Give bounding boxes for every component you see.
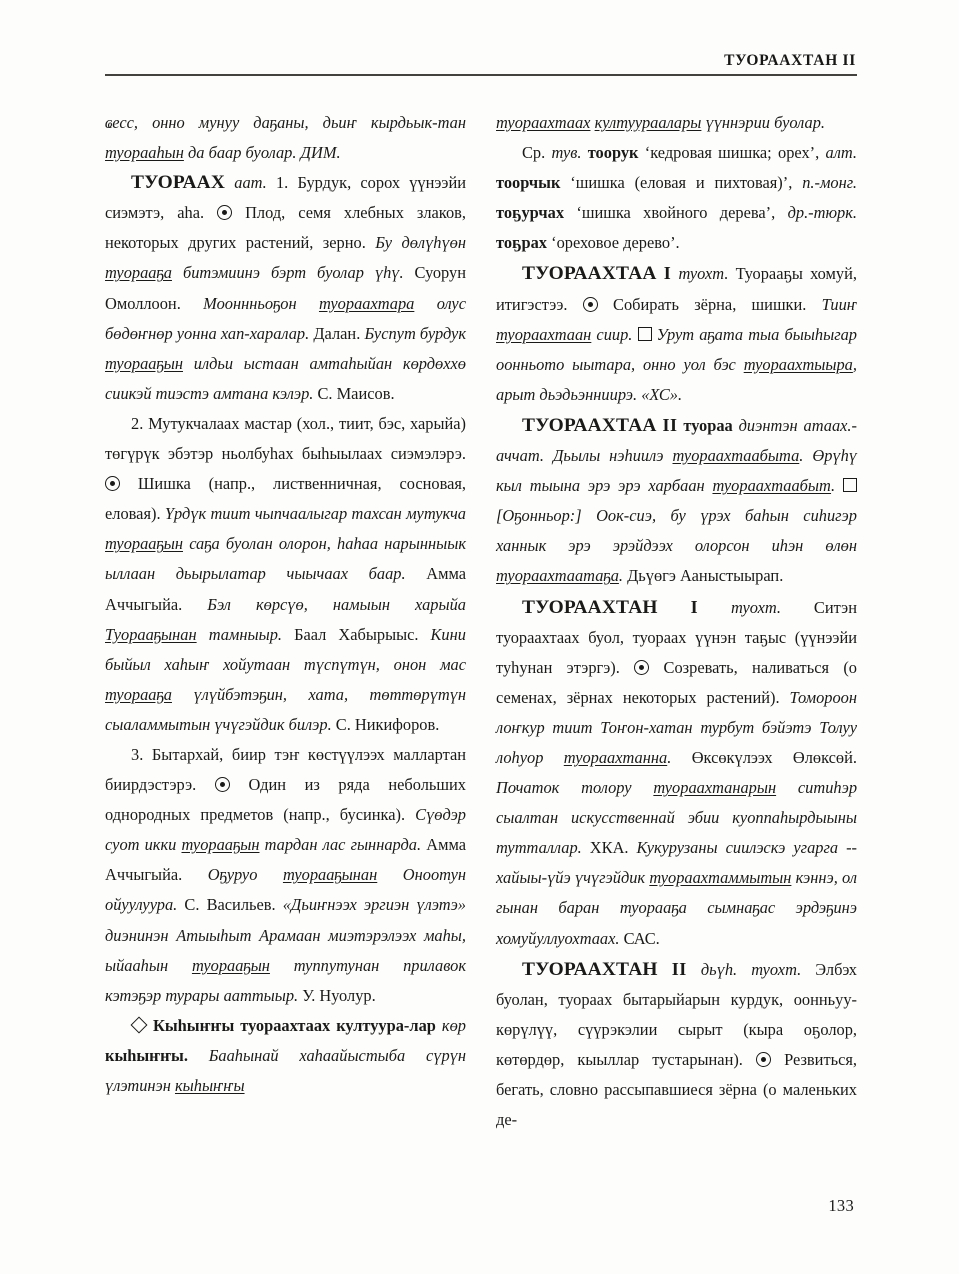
example-post: үлүйбэтэҕин, хата, төттөрүтүн сыаламмытын үчүгэйдик билэр.	[105, 684, 466, 734]
sense2-sakha-definition: Мутукчалаах мастар (хол., тиит, бэс, харыйа) төгүрүк эбэтэр ньолбуһах быһыылаах сиэмэлэрэ.	[105, 413, 466, 464]
idiom-phrase: Кыһыҥҥы туораахтаах култуура-лар	[153, 1015, 436, 1035]
paragraph-carryover-right	[496, 108, 857, 138]
example-post: битэмиинэ бэрт буолар үһү.	[171, 263, 404, 283]
example-post: кэннэ, ол гынан баран туорааҕа сымнаҕас эрдэҕинэ хомуйуллуохтаах.	[496, 868, 857, 948]
example-source: С. Васильев.	[184, 895, 276, 915]
roman-numeral: I	[690, 596, 699, 617]
headword-tuoraahtaa-1: ТУОРААХТАА	[522, 263, 657, 285]
russian-definition-partial: Резвиться, бегать, словно рассыпавшиеся зёрна (о маленьких де-	[496, 1049, 857, 1130]
carryover-keyword-1: туораахтаах	[496, 113, 591, 132]
folklore-source: «ХС».	[641, 384, 683, 404]
example-source: С. Маисов.	[317, 383, 395, 403]
example-source: САС.	[623, 928, 660, 948]
folklore-post: .	[618, 566, 624, 586]
example-pre: Бэл көрсүө, намыын харыйа	[207, 594, 466, 614]
carryover-keyword: туорааһын	[105, 143, 184, 163]
example-post: .	[831, 476, 836, 496]
example-pre: Өрүһү кыл тыына эрэ эрэ харбаан	[496, 446, 857, 496]
running-head: ТУОРААХТАН II	[724, 52, 856, 69]
etymology-form: тоорук	[587, 143, 639, 163]
text-columns	[105, 108, 857, 1168]
example-source: Баал Хабырыыс.	[294, 624, 419, 644]
example-post: .	[667, 747, 672, 767]
etymology-form: тоҕурчах	[496, 203, 565, 223]
target-marker-icon	[217, 205, 232, 220]
sakha-definition: Элбэх буолан, туораах бытарыйарын курдук, оонньуу-көрүлүү, сүүрэкэлии сырыт (кыра оҕолор, көтөрдөр, кыыллар тустарынан).	[496, 959, 857, 1069]
example-keyword: Туорааҕынан	[105, 624, 197, 644]
folklore-pre: Урут аҕата тыа быыһыгар оонньото ыытара, онно уол бэс	[496, 324, 857, 374]
example-keyword: туораахтаммытын	[649, 868, 792, 888]
see-also-label: көр	[441, 1015, 466, 1035]
sakha-definition: Ситэн туораахтаах буол, туораах үүнэн таҕыс (үүнээйи туһунан этэргэ).	[496, 597, 857, 677]
example-source: Далан.	[313, 323, 361, 343]
paragraph-carryover	[105, 108, 466, 168]
pos-label-1: дьүһ.	[700, 959, 738, 979]
example-pre: Томороон лоҥкур тиит Тоҥон-хатан турбут бэйэтэ Толуу лоһуор	[496, 687, 857, 767]
entry-tuoraahtan-2	[496, 954, 857, 1136]
example-pre: Сүөдэр суот икки	[105, 805, 466, 855]
etymology-gloss: ‘ореховое дерево’.	[551, 233, 680, 253]
example-source: ХКА.	[589, 838, 629, 858]
sense3-russian-definition: Один из ряда небольших однородных предметов (напр., бусинка).	[105, 775, 466, 825]
entry-tuoraahtan-1	[496, 592, 857, 954]
sense-2	[105, 409, 466, 740]
page-number: 133	[828, 1196, 854, 1215]
carryover-line2-post: да баар буолар. ДИМ.	[183, 143, 341, 163]
etymology-form: тоҕрах	[496, 233, 547, 253]
idiom-example-pre: Бааһынай хаһаайыстыба сүрүн үлэтинэн	[105, 1045, 466, 1095]
example-source: С. Никифоров.	[335, 714, 440, 734]
example-source: Амма Аччыгыйа.	[105, 835, 466, 885]
sense-number-3: 3.	[131, 744, 144, 764]
example-pre: Мооннньоҕон	[203, 293, 319, 313]
etymology-language: алт.	[825, 143, 857, 163]
headword-tuoraahtaa-2: ТУОРААХТАА	[522, 414, 657, 436]
example-keyword: туорааҕын	[181, 835, 260, 855]
target-marker-icon	[215, 777, 230, 792]
folklore-keyword: туораахтыыра	[743, 354, 853, 374]
etymology-gloss: ‘кедровая шишка; орех’,	[644, 143, 820, 163]
sense3-sakha-definition: Бытархай, биир тэҥ көстүүлээх маллартан биирдэстэрэ.	[105, 744, 466, 795]
example-post: илдьи ыстаан амтаһыйан көрдөххө сиикэй тиэстэ амтана кэлэр.	[105, 353, 466, 403]
carryover-line1: ҩесс, онно мунуу даҕаны, дьиҥ кырдьык-	[105, 113, 438, 132]
example-post: олус бөдөҥнөр уонна хап-харалар.	[105, 293, 466, 343]
example-keyword: туорааҕынан	[282, 865, 378, 885]
example-pre: Буспут бурдук	[364, 323, 466, 343]
example-post: туппутунан прилавок кэтэҕэр турары ааттыыр.	[105, 955, 466, 1005]
folklore-source: Дьүөгэ Ааныстыырап.	[627, 566, 784, 586]
example-pre: «Дьиҥнээх эргиэн үлэтэ» диэнинэн Атыыһыт Арамаан миэтэрэлээх маһы, ыйааһын	[105, 895, 466, 975]
example-source: Амма Аччыгыйа.	[105, 564, 466, 614]
entry-tuoraahtaa-1	[496, 258, 857, 409]
entry-tuoraahtaa-2	[496, 410, 857, 592]
pos-label: туохт.	[678, 264, 729, 284]
folklore-keyword: туораахтаатаҕа	[496, 566, 619, 586]
sense1-sakha-definition: Бурдук, сорох үүнээйи сиэмэтэ, аһа.	[105, 173, 466, 223]
example-source: У. Нуолур.	[302, 985, 376, 1005]
pos-label: аат.	[234, 173, 267, 193]
etymology-gloss: ‘шишка хвойного дерева’,	[576, 203, 776, 223]
example-keyword: туорааҕын	[105, 353, 183, 373]
etymology-language: тув.	[551, 143, 582, 163]
derivation-note: диэнтэн атаах.-аччат.	[496, 415, 857, 466]
folklore-pre: Оок-сиэ, бу үрэх баһын сиһигэр ханнык эрэ эрэйдээх олорсон иһэн өлөн	[496, 506, 857, 556]
sense-number-1: 1.	[275, 173, 289, 193]
example-pre: Бу дөлүһүөн	[375, 233, 466, 253]
target-marker-icon	[634, 660, 649, 675]
example-keyword: туораахтаабыта	[672, 446, 800, 466]
example-keyword: туорааҕа	[105, 684, 172, 704]
example-pre: Кини быйыл хаһыҥ хойутаан түспүтүн, онон мас	[105, 624, 466, 674]
roman-numeral: I	[663, 263, 672, 284]
example-pre: Тииҥ	[821, 294, 857, 314]
square-marker-icon	[638, 327, 652, 341]
example-keyword: туораахтаан	[496, 324, 592, 344]
example-post: ситиһэр сыалтан искусственнай эбии куоппаһырдыыны тутталлар.	[496, 778, 858, 858]
column-left	[105, 108, 466, 1168]
roman-numeral: II	[662, 414, 678, 435]
sakha-definition: Туорааҕы хомуй, итигэстээ.	[496, 264, 857, 314]
example-post: саҕа буолан олорон, һаһаа нарынныык ыллаан дьырылатар чыычаах баар.	[105, 534, 466, 584]
example-post: тамныыр.	[196, 624, 283, 644]
example-keyword: туораахтара	[318, 293, 415, 313]
example-post: .	[799, 446, 804, 466]
example-keyword: туораахтаабыт	[712, 476, 832, 496]
example-pre: Початок толору	[496, 778, 654, 798]
russian-definition: Собирать зёрна, шишки.	[613, 294, 807, 314]
example-pre: Үрдүк тиит чыпчаалыгар тахсан мутукча	[164, 504, 466, 524]
headword-tuoraahtan-2: ТУОРААХТАН	[522, 958, 658, 980]
sense-3	[105, 740, 466, 1011]
idiom-block	[105, 1011, 466, 1101]
idiom-example-keyword: кыһыҥҥы	[174, 1076, 245, 1095]
roman-numeral: II	[671, 958, 687, 979]
entry-tuoraah	[105, 168, 466, 409]
example-source: Өксөкүлээх Өлөксөй.	[691, 747, 857, 767]
target-marker-icon	[756, 1052, 771, 1067]
target-marker-icon	[105, 476, 120, 491]
etymology-block	[496, 138, 857, 258]
etymology-lead: Ср.	[522, 143, 546, 163]
sense-number-2: 2.	[131, 413, 144, 433]
etymology-language: др.-тюрк.	[787, 203, 857, 223]
example-pre: Дьылы нэһиилэ	[552, 446, 673, 466]
russian-definition: Созревать, наливаться (о семенах, зёрнах некоторых растений).	[496, 657, 857, 707]
etymology-form: тоорчык	[496, 173, 561, 193]
idiom-cross-reference: кыһыҥҥы.	[105, 1045, 188, 1065]
running-head-zone	[105, 52, 857, 76]
example-keyword: туорааҕа	[105, 263, 172, 283]
sense2-russian-definition: Шишка (напр., лиственничная, сосновая, еловая).	[105, 474, 466, 524]
example-keyword: туорааҕын	[191, 955, 270, 975]
derived-from-form: туораа	[683, 415, 733, 435]
pos-label: туохт.	[731, 597, 781, 617]
example-post: Оноотун ойуулуура.	[105, 865, 466, 915]
header-rule	[105, 74, 857, 76]
example-pre: Оҕуруо	[207, 865, 283, 885]
carryover-tail: үүннэрии буолар.	[701, 113, 826, 132]
folklore-post: , арыт дьэдьэнниирэ.	[496, 354, 857, 404]
example-pre: Кукурузаны сиилэскэ угарга -- хайыы-үйэ үчүгэйдик	[496, 838, 857, 888]
example-keyword: туораахтанна	[563, 747, 668, 767]
etymology-language: п.-монг.	[802, 173, 858, 193]
headword-tuoraah: ТУОРААХ	[131, 172, 226, 194]
example-keyword: туораахтанарын	[653, 778, 777, 798]
column-right	[496, 108, 857, 1168]
example-keyword: туорааҕын	[105, 534, 183, 554]
carryover-keyword-2: култуураалары	[594, 113, 702, 132]
carryover-line2-pre: тан	[437, 113, 466, 132]
pos-label-2: туохт.	[751, 959, 802, 979]
headword-tuoraahtan-1: ТУОРААХТАН	[522, 596, 658, 618]
example-source: Суорун Омоллоон.	[105, 263, 466, 313]
sense1-russian-definition: Плод, семя хлебных злаков, некоторых других растений, зерно.	[105, 203, 466, 253]
diamond-marker-icon	[131, 1017, 148, 1034]
example-post: сиир.	[591, 324, 633, 344]
folklore-speaker-tag: [Оҕонньор:]	[496, 506, 582, 526]
example-post: тардан лас гыннарда.	[259, 835, 422, 855]
etymology-gloss: ‘шишка (еловая и пихтовая)’,	[570, 173, 793, 193]
square-marker-icon	[843, 478, 857, 492]
target-marker-icon	[583, 297, 598, 312]
